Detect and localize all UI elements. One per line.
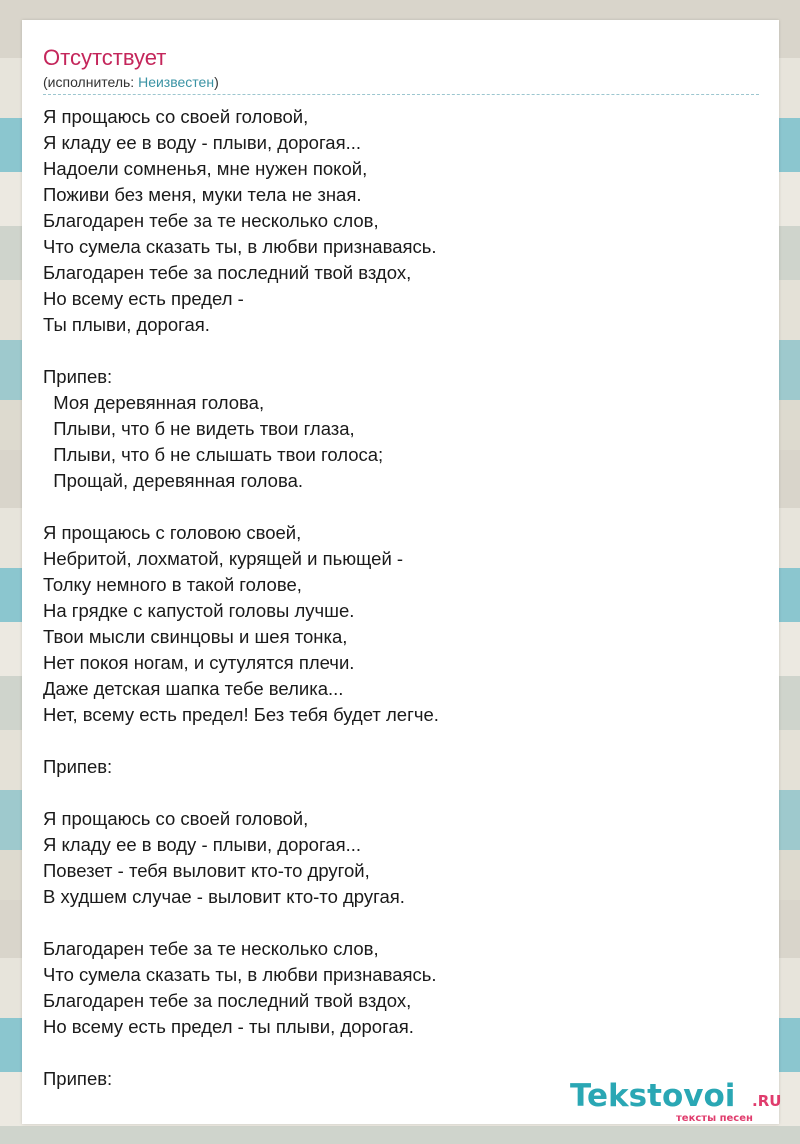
lyric-line: Прощай, деревянная голова. [43,470,304,491]
lyric-line: Что сумела сказать ты, в любви признаваясь. [43,964,437,985]
lyric-line: Благодарен тебе за те несколько слов, [43,938,379,959]
lyric-line: Плыви, что б не слышать твои голоса; [43,444,384,465]
lyric-line: Твои мысли свинцовы и шея тонка, [43,626,348,647]
lyric-blank-line [43,728,759,754]
lyric-line: Припев: [43,1068,113,1089]
lyric-line: Но всему есть предел - [43,288,244,309]
lyrics-text [43,104,759,1092]
artist-suffix: ) [214,74,219,90]
lyric-line: Даже детская шапка тебе велика... [43,678,344,699]
lyric-line: Благодарен тебе за последний твой вздох, [43,262,412,283]
lyric-line: На грядке с капустой головы лучше. [43,600,355,621]
lyric-line: Я прощаюсь с головою своей, [43,522,302,543]
logo-tagline: тексты песен [676,1113,753,1124]
lyric-line: Я кладу ее в воду - плыви, дорогая... [43,132,362,153]
lyric-line: Я кладу ее в воду - плыви, дорогая... [43,834,362,855]
lyric-line: Плыви, что б не видеть твои глаза, [43,418,355,439]
artist-line [43,72,759,95]
logo-wordmark: Tekstovoi [570,1078,736,1114]
lyric-line: В худшем случае - выловит кто-то другая. [43,886,405,907]
lyric-line: Нет покоя ногам, и сутулятся плечи. [43,652,355,673]
lyric-line: Припев: [43,366,113,387]
lyric-line: Небритой, лохматой, курящей и пьющей - [43,548,404,569]
artist-prefix: (исполнитель: [43,74,139,90]
lyric-line: Надоели сомненья, мне нужен покой, [43,158,368,179]
lyric-line: Я прощаюсь со своей головой, [43,106,309,127]
lyric-line: Благодарен тебе за последний твой вздох, [43,990,412,1011]
lyric-line: Я прощаюсь со своей головой, [43,808,309,829]
lyric-line: Ты плыви, дорогая. [43,314,210,335]
artist-link[interactable]: Неизвестен [138,74,215,90]
lyric-line: Поживи без меня, муки тела не зная. [43,184,362,205]
lyric-line: Повезет - тебя выловит кто-то другой, [43,860,370,881]
lyric-line: Что сумела сказать ты, в любви признаваясь. [43,236,437,257]
lyric-line: Нет, всему есть предел! Без тебя будет легче. [43,704,439,725]
logo-tld: .RU [752,1092,782,1110]
site-logo[interactable] [570,1078,780,1128]
lyric-line: Припев: [43,756,113,777]
lyric-blank-line [43,910,759,936]
song-title: Отсутствует [43,45,167,70]
lyric-blank-line [43,338,759,364]
lyrics-sheet [22,20,782,1124]
lyric-blank-line [43,494,759,520]
lyric-line: Толку немного в такой голове, [43,574,302,595]
lyric-line: Благодарен тебе за те несколько слов, [43,210,379,231]
lyric-line: Но всему есть предел - ты плыви, дорогая. [43,1016,414,1037]
lyric-blank-line [43,1040,759,1066]
lyric-blank-line [43,780,759,806]
lyric-line: Моя деревянная голова, [43,392,265,413]
